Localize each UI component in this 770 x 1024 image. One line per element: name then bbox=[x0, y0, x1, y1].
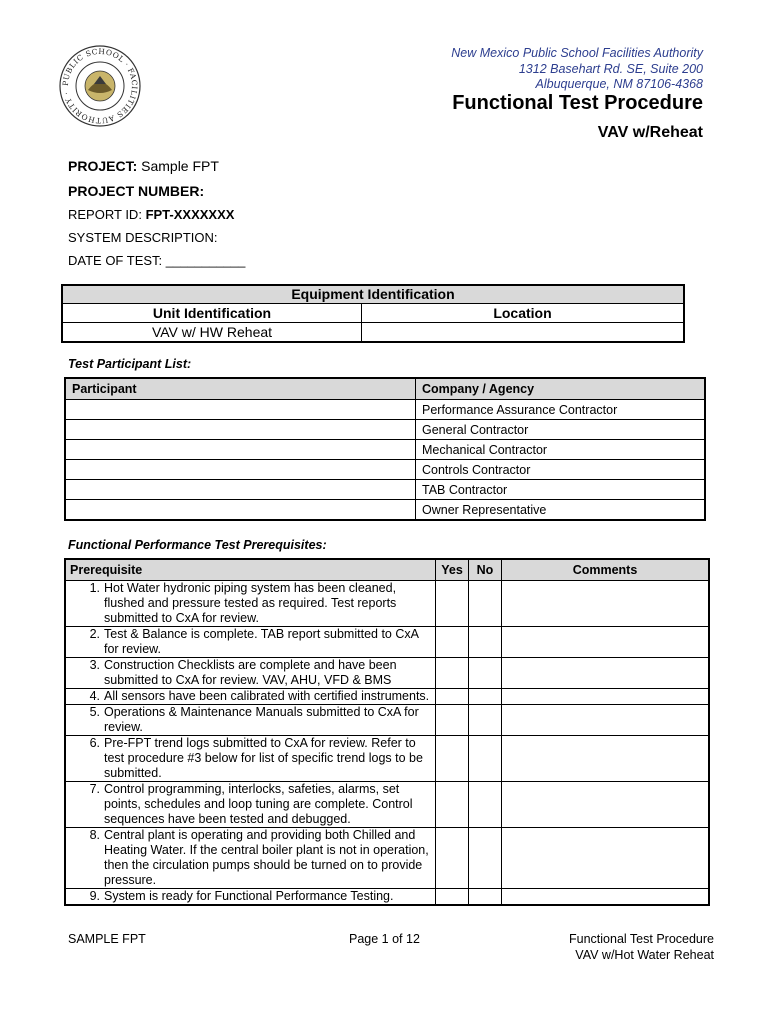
prerequisite-text: Test & Balance is complete. TAB report submitted to CxA for review. bbox=[104, 627, 419, 656]
participant-cell[interactable] bbox=[65, 440, 416, 460]
table-row bbox=[65, 689, 709, 705]
item-number: 8. bbox=[89, 828, 100, 842]
company-cell: TAB Contractor bbox=[416, 480, 706, 500]
table-row bbox=[65, 658, 709, 689]
yes-cell[interactable] bbox=[436, 782, 469, 828]
system-description-label: SYSTEM DESCRIPTION: bbox=[68, 230, 218, 245]
table-row bbox=[65, 420, 705, 440]
yes-cell[interactable] bbox=[436, 581, 469, 627]
company-cell: Owner Representative bbox=[416, 500, 706, 521]
company-cell: General Contractor bbox=[416, 420, 706, 440]
no-cell[interactable] bbox=[469, 828, 502, 889]
prerequisite-text: All sensors have been calibrated with certified instruments. bbox=[104, 689, 430, 703]
item-number: 4. bbox=[89, 689, 100, 703]
project-number-label: PROJECT NUMBER: bbox=[68, 183, 205, 199]
no-cell[interactable] bbox=[469, 581, 502, 627]
svg-text:PUBLIC SCHOOL · FACILITIES AUT: PUBLIC SCHOOL · FACILITIES AUTHORITY · bbox=[60, 46, 140, 126]
table-row bbox=[63, 322, 683, 341]
table-row bbox=[65, 705, 709, 736]
participant-cell[interactable] bbox=[65, 400, 416, 420]
participant-header: Participant bbox=[65, 378, 416, 400]
participant-cell[interactable] bbox=[65, 420, 416, 440]
project-line bbox=[68, 158, 219, 174]
address-line-2: Albuquerque, NM 87106-4368 bbox=[535, 77, 703, 91]
table-row bbox=[65, 400, 705, 420]
footer-right-line-2: VAV w/Hot Water Reheat bbox=[575, 948, 714, 962]
table-row bbox=[65, 782, 709, 828]
company-cell: Controls Contractor bbox=[416, 460, 706, 480]
participant-list-heading: Test Participant List: bbox=[68, 357, 192, 371]
prerequisite-header: Prerequisite bbox=[65, 559, 436, 581]
company-cell: Mechanical Contractor bbox=[416, 440, 706, 460]
date-of-test-value: ___________ bbox=[165, 253, 246, 268]
item-number: 3. bbox=[89, 658, 100, 672]
item-number: 5. bbox=[89, 705, 100, 719]
company-agency-header: Company / Agency bbox=[416, 378, 706, 400]
no-cell[interactable] bbox=[469, 658, 502, 689]
prerequisite-text: Pre-FPT trend logs submitted to CxA for review. Refer to test procedure #3 below for list of specific trend logs to be submitted. bbox=[104, 736, 423, 780]
item-number: 7. bbox=[89, 782, 100, 796]
equipment-table bbox=[61, 284, 685, 343]
location-header: Location bbox=[493, 305, 552, 321]
comments-cell[interactable] bbox=[502, 782, 710, 828]
prerequisites-heading: Functional Performance Test Prerequisites: bbox=[68, 538, 327, 552]
participant-table bbox=[64, 377, 706, 521]
comments-cell[interactable] bbox=[502, 627, 710, 658]
item-number: 6. bbox=[89, 736, 100, 750]
yes-cell[interactable] bbox=[436, 658, 469, 689]
table-row bbox=[65, 889, 709, 906]
yes-cell[interactable] bbox=[436, 736, 469, 782]
location-cell[interactable] bbox=[362, 323, 683, 341]
yes-cell[interactable] bbox=[436, 689, 469, 705]
no-cell[interactable] bbox=[469, 782, 502, 828]
no-cell[interactable] bbox=[469, 705, 502, 736]
report-id-line bbox=[68, 207, 234, 222]
yes-cell[interactable] bbox=[436, 627, 469, 658]
prerequisites-table bbox=[64, 558, 710, 906]
participant-cell[interactable] bbox=[65, 460, 416, 480]
prerequisite-text: System is ready for Functional Performance Testing. bbox=[104, 889, 394, 903]
company-cell: Performance Assurance Contractor bbox=[416, 400, 706, 420]
table-row bbox=[65, 828, 709, 889]
item-number: 2. bbox=[89, 627, 100, 641]
date-of-test-line bbox=[68, 253, 245, 268]
participant-header-row bbox=[65, 378, 705, 400]
project-value: Sample FPT bbox=[141, 158, 219, 174]
yes-cell[interactable] bbox=[436, 705, 469, 736]
prerequisite-text: Hot Water hydronic piping system has been cleaned, flushed and pressure tested as required. Test reports submitted to CxA for review. bbox=[104, 581, 397, 625]
table-row bbox=[65, 440, 705, 460]
table-row bbox=[65, 500, 705, 521]
unit-identification-header: Unit Identification bbox=[63, 304, 362, 322]
comments-header: Comments bbox=[502, 559, 710, 581]
table-row bbox=[65, 581, 709, 627]
no-cell[interactable] bbox=[469, 736, 502, 782]
org-name: New Mexico Public School Facilities Authority bbox=[451, 46, 703, 60]
unit-identification-cell: VAV w/ HW Reheat bbox=[63, 323, 362, 341]
table-row bbox=[65, 627, 709, 658]
no-cell[interactable] bbox=[469, 627, 502, 658]
report-id-value: FPT-XXXXXXX bbox=[145, 207, 235, 222]
comments-cell[interactable] bbox=[502, 658, 710, 689]
comments-cell[interactable] bbox=[502, 889, 710, 906]
report-id-label: REPORT ID: bbox=[68, 207, 142, 222]
footer-left: SAMPLE FPT bbox=[68, 932, 146, 946]
no-cell[interactable] bbox=[469, 689, 502, 705]
address-line-1: 1312 Basehart Rd. SE, Suite 200 bbox=[518, 62, 703, 76]
no-header: No bbox=[469, 559, 502, 581]
equipment-table-title: Equipment Identification bbox=[63, 286, 683, 304]
comments-cell[interactable] bbox=[502, 828, 710, 889]
table-row bbox=[65, 460, 705, 480]
table-row bbox=[65, 480, 705, 500]
prerequisite-text: Control programming, interlocks, safeties, alarms, set points, schedules and loop tuning are complete. Control sequences have been tested and debugged. bbox=[104, 782, 413, 826]
document-title: Functional Test Procedure bbox=[452, 92, 703, 114]
participant-cell[interactable] bbox=[65, 480, 416, 500]
yes-header: Yes bbox=[436, 559, 469, 581]
psfa-seal-logo bbox=[58, 44, 142, 128]
yes-cell[interactable] bbox=[436, 889, 469, 906]
comments-cell[interactable] bbox=[502, 705, 710, 736]
project-label: PROJECT: bbox=[68, 158, 138, 174]
no-cell[interactable] bbox=[469, 889, 502, 906]
prerequisite-text: Construction Checklists are complete and have been submitted to CxA for review. VAV, AHU, VFD & BMS bbox=[104, 658, 397, 687]
table-row bbox=[65, 736, 709, 782]
footer-page-number: Page 1 of 12 bbox=[349, 932, 420, 946]
document-subtitle: VAV w/Reheat bbox=[597, 124, 703, 141]
comments-cell[interactable] bbox=[502, 581, 710, 627]
comments-cell[interactable] bbox=[502, 689, 710, 705]
footer-right-line-1: Functional Test Procedure bbox=[569, 932, 714, 946]
equipment-header-row bbox=[63, 304, 683, 322]
yes-cell[interactable] bbox=[436, 828, 469, 889]
prerequisite-text: Central plant is operating and providing both Chilled and Heating Water. If the central boiler plant is not in operation, then the circulation pumps should be turned on to provide pressure. bbox=[104, 828, 429, 887]
participant-cell[interactable] bbox=[65, 500, 416, 521]
prerequisites-header-row bbox=[65, 559, 709, 581]
item-number: 9. bbox=[89, 889, 100, 903]
prerequisite-text: Operations & Maintenance Manuals submitted to CxA for review. bbox=[104, 705, 419, 734]
date-of-test-label: DATE OF TEST: bbox=[68, 253, 163, 268]
item-number: 1. bbox=[89, 581, 100, 595]
comments-cell[interactable] bbox=[502, 736, 710, 782]
